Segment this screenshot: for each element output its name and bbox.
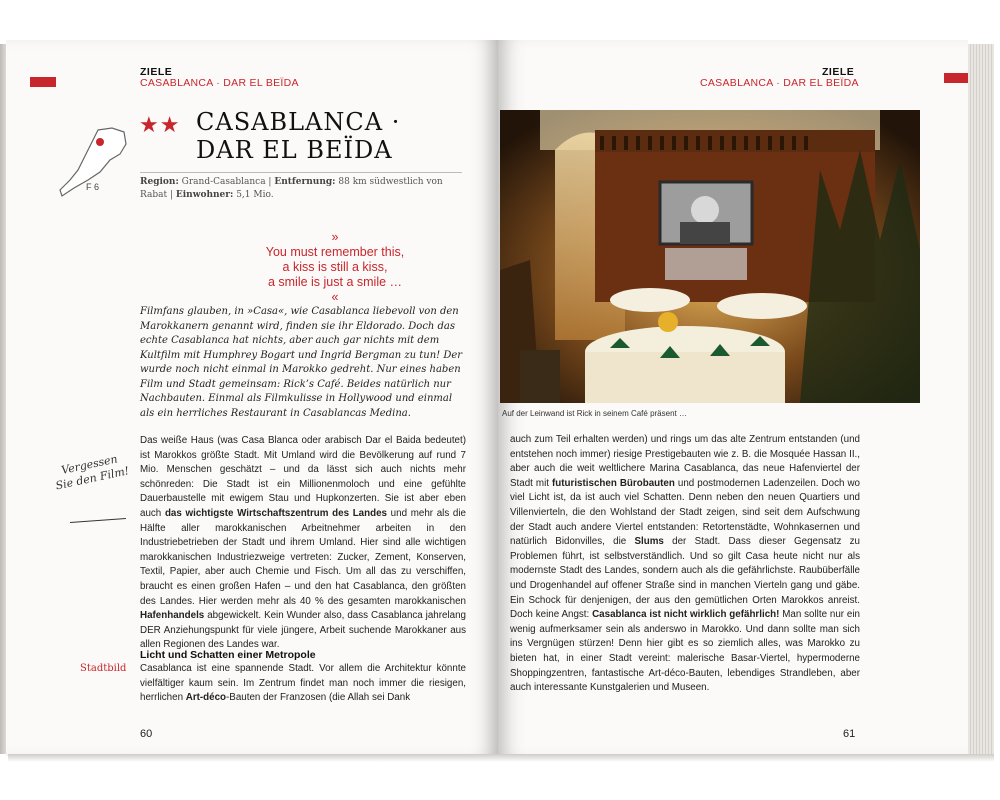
margin-label: Stadtbild (80, 663, 127, 674)
ricks-cafe-photo (500, 110, 920, 403)
right-page-stack (968, 44, 994, 756)
quote-open: » (331, 230, 339, 244)
right-header-subtitle: CASABLANCA · DAR EL BEÏDA (700, 77, 859, 89)
photo-caption: Auf der Leinwand ist Rick in seinem Café präsent … (502, 409, 687, 418)
title-line-1: CASABLANCA · (196, 108, 401, 136)
body-text: Man sollte nur ein wenig aufmerksamer sein als anderswo in Marokko. Und dann sollte man sich ins Vergnügen stürzen! Denn hier gibt es so ziemlich alles, was Marokko zu bieten hat, in einer Stadt vereint: malerische Basar-Viertel, hypermoderne Shoppingzentren, fantastische Art-déco-Bauten, lebendiges Strandleben, aber auch interessante Kunstgalerien und Museen. (510, 609, 860, 694)
right-body-paragraph (510, 433, 860, 696)
rating-stars: ★★ (139, 112, 181, 137)
film-quote (220, 230, 450, 305)
body-bold: Casablanca ist nicht wirklich gefährlich! (592, 609, 780, 621)
left-page-number: 60 (140, 728, 153, 740)
region-label: Region: (140, 177, 179, 187)
body-text: Casablanca ist eine spannende Stadt. Vor allem die Architektur könnte vielfältiger kaum sein. Im Zentrum findet man noch immer die riesigen, herrlichen (140, 663, 466, 704)
page-title (196, 108, 400, 164)
body-text: Das weiße Haus (was Casa Blanca oder arabisch Dar el Baida bedeutet) ist Marokkos größte Stadt. Mit Umland wird die Bevölkerung auf rund 7 Mio. Menschen geschätzt – und da lässt sich auch nichts mehr schönreden: Die Stadt ist ein Millionenmoloch und eine gefühlte Dauerbaustelle mit ewigem Stau und Hupkonzerten. Sie ist aber eben auch (140, 435, 466, 519)
body-text: und postmodernen Ladenzeilen. Doch wo viel Licht ist, da ist auch viel Schatten. Denn neben den neuen Quartiers und Villenvierteln, die den Wohlstand der Stadt zeigen, sind seit dem Aufschwung der Stadt auch andere Viertel entstanden: Retortenstädte, Wohnkasernen und natürlich Bidonvilles, die (510, 477, 860, 548)
right-red-tab (944, 73, 968, 83)
book-shadow (8, 754, 994, 762)
quote-line-1: You must remember this, (265, 245, 405, 259)
body-text: auch zum Teil erhalten werden) und rings um das alte Zentrum entstanden (und entstehen noch immer) riesige Prestigebauten wie z. B. die Mosquée Hassan II., aber auch die weit weltlichere Marina Casablanca, das neue Hafenviertel der Stadt mit (510, 434, 860, 489)
body-text: -Bauten der Franzosen (die Allah sei Dank (226, 692, 411, 704)
left-header-subtitle: CASABLANCA · DAR EL BEÏDA (140, 77, 299, 89)
intro-paragraph: Filmfans glauben, in »Casa«, wie Casablanca liebevoll von den Marokkanern genannt wird, finden sie ihr Eldorado. Doch das echte Casablanca hat nichts, aber auch gar nichts mit dem Kultfilm mit Humphrey Bogart und Ingrid Bergman zu tun! Der wurde noch nicht einmal in Marokko gedreht. Nur eines haben Film und Stadt gemeinsam: Rick’s Café. Beides natürlich nur Nachbauten. Einmal als Filmkulisse in Hollywood und einmal als ein herrliches Restaurant in Casablancas Medina. (140, 306, 463, 419)
body-bold: das wichtigste Wirtschaftszentrum des Landes (164, 507, 387, 519)
map-grid-label: F 6 (86, 182, 100, 192)
body-bold: futuristischen Bürobauten (552, 477, 675, 489)
inhabitants-value: 5,1 Mio. (236, 190, 274, 200)
body-bold: Slums (634, 536, 664, 548)
distance-label: Entfernung: (274, 177, 336, 187)
quote-line-2: a kiss is still a kiss, (282, 260, 388, 274)
quote-close: « (331, 290, 339, 304)
left-red-tab (30, 77, 56, 87)
right-header-section: ZIELE (822, 66, 855, 78)
title-line-2: DAR EL BEÏDA (196, 136, 393, 164)
distance-value: 88 km südwestlich von Rabat | (140, 177, 443, 200)
right-page-number: 61 (843, 728, 856, 740)
city-meta (140, 172, 462, 202)
inhabitants-label: Einwohner: (175, 190, 234, 200)
quote-line-3: a smile is just a smile … (267, 275, 403, 289)
left-header-section: ZIELE (140, 66, 173, 78)
body-paragraph-1 (140, 434, 466, 653)
body-paragraph-2 (140, 662, 466, 706)
body-bold: Hafenhandels (140, 610, 205, 622)
body-text: der Stadt. Dass dieser Gegensatz zu Problemen führt, ist selbstverständlich. Und so gilt Casa heute nicht nur als modernste Stadt des Landes, sondern auch als die gefährlichste. Raubüberfälle und Drogenhandel auf offener Straße sind in manchen Vierteln gang und gäbe. Ein Schock für denjenigen, der aus den gemütlichen Orten Marokkos anreist. Doch keine Angst: (510, 536, 861, 621)
body-text: abgewickelt. Kein Wunder also, dass Casablanca jahrelang DER Anziehungspunkt für viele jüngere, Arbeit suchende Marokkaner aus allen Regionen des Landes war. (140, 610, 466, 651)
region-value: Grand-Casablanca | (181, 177, 272, 187)
body-bold: Art-déco (185, 692, 227, 704)
body-text: und mehr als die Hälfte aller marokkanischen Arbeitnehmer arbeiten in den Industriebetrieben der Stadt und ihrem Umland. Hier sind alle wichtigen marokkanischen Industriezweige vertreten: Zucker, Zement, Konserven, Textil, Papier, aber auch Chemie und Fisch. Um all das zu verschiffen, braucht es einen großen Hafen – und den hat Casablanca, den größten des Landes. Hier werden mehr als 40 % des gesamten marokkanischen (140, 507, 466, 607)
section-subheading: Licht und Schatten einer Metropole (140, 649, 316, 661)
morocco-map-icon (54, 124, 134, 209)
handwritten-note: Vergessen Sie den Film! (54, 452, 131, 493)
